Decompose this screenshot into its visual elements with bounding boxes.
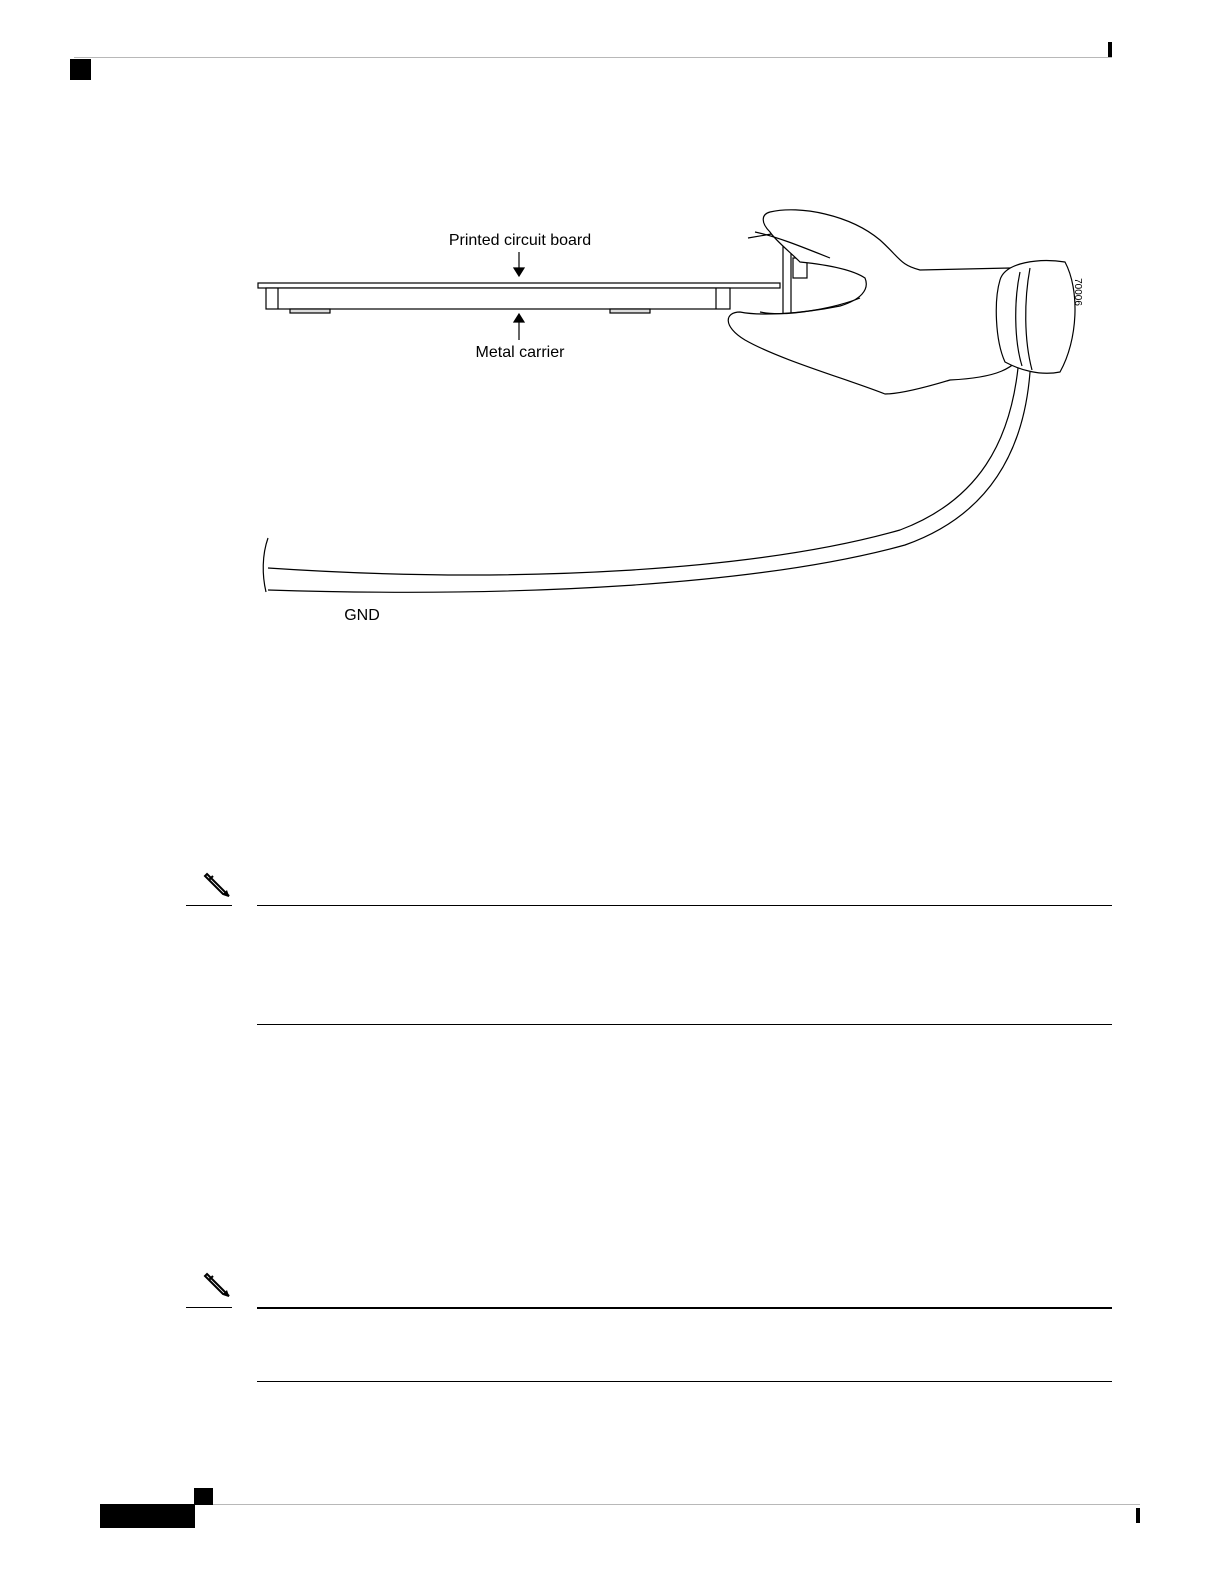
ground-cord <box>268 368 1018 575</box>
pcb-label: Printed circuit board <box>448 232 592 249</box>
note-1-icon-rule <box>186 905 232 906</box>
gnd-label: GND <box>344 607 380 624</box>
note-1-top-rule <box>257 905 1112 906</box>
pencil-note-icon <box>203 870 233 900</box>
esd-handling-figure <box>250 200 1100 640</box>
note-2-bottom-rule <box>257 1381 1112 1382</box>
figure-number: 70006 <box>1072 278 1083 306</box>
note-2-icon-rule <box>186 1307 232 1308</box>
footer-page-block <box>100 1504 195 1528</box>
pencil-note-icon <box>203 1270 233 1300</box>
note-2-top-rule <box>257 1307 1112 1309</box>
footer-tick <box>1136 1508 1140 1523</box>
footer-marker <box>194 1488 213 1505</box>
printed-circuit-board <box>258 283 780 288</box>
carrier-label: Metal carrier <box>475 344 565 361</box>
footer-rule <box>194 1504 1140 1505</box>
metal-carrier <box>266 288 730 309</box>
header-tick <box>1108 42 1112 57</box>
note-1-bottom-rule <box>257 1024 1112 1025</box>
header-rule <box>74 57 1112 58</box>
wrist-strap-cuff <box>996 261 1075 374</box>
header-marker <box>70 59 91 80</box>
